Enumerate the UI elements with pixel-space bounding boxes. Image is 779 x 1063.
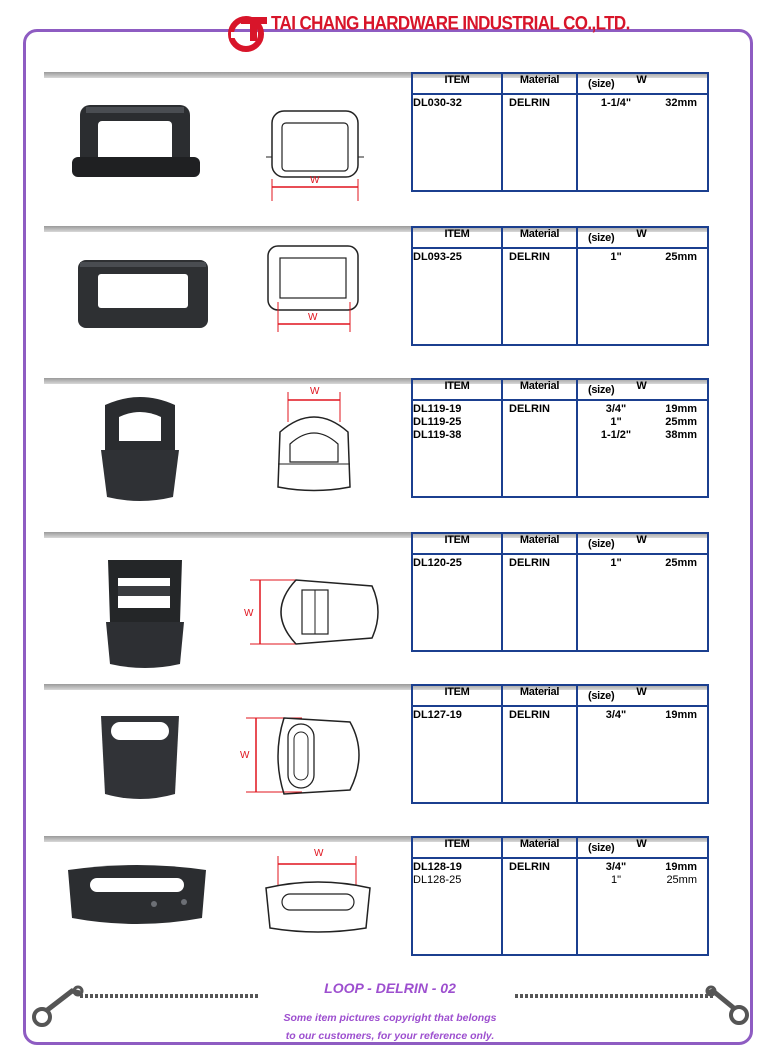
item-code: DL128-19 xyxy=(413,861,462,873)
size-inch: 3/4" xyxy=(605,709,627,721)
item-header: ITEM xyxy=(412,685,502,706)
size-inch: 1" xyxy=(610,416,622,428)
tai-chang-logo-icon xyxy=(228,12,268,52)
item-header: ITEM xyxy=(412,379,502,400)
material-value: DELRIN xyxy=(509,97,550,109)
item-code: DL119-25 xyxy=(413,416,462,428)
size-header: (size) xyxy=(588,232,615,244)
product-line-drawing xyxy=(258,105,378,220)
size-row xyxy=(578,874,707,887)
spec-table xyxy=(411,378,709,498)
size-row xyxy=(578,403,707,416)
size-row xyxy=(578,861,707,874)
item-code: DL127-19 xyxy=(413,709,462,721)
material-header: Material xyxy=(502,227,577,248)
w-header: W xyxy=(636,686,647,698)
spec-table xyxy=(411,684,709,804)
material-header: Material xyxy=(502,837,577,858)
chain-right-decoration xyxy=(515,987,715,995)
item-code: DL128-25 xyxy=(413,874,462,886)
size-inch: 3/4" xyxy=(605,403,627,415)
material-header: Material xyxy=(502,533,577,554)
item-code: DL093-25 xyxy=(413,251,462,263)
header xyxy=(0,0,779,55)
item-header: ITEM xyxy=(412,73,502,94)
product-photo xyxy=(68,255,218,340)
size-header: (size) xyxy=(588,78,615,90)
spec-table xyxy=(411,836,709,956)
snap-hook-right-icon xyxy=(705,985,755,1030)
material-value xyxy=(503,416,576,429)
width-mm: 25mm xyxy=(665,557,697,569)
w-header: W xyxy=(636,380,647,392)
product-photo xyxy=(95,706,185,811)
material-header: Material xyxy=(502,379,577,400)
width-mm: 25mm xyxy=(666,874,697,886)
size-inch: 1" xyxy=(610,557,622,569)
size-row xyxy=(578,251,707,264)
spec-table xyxy=(411,72,709,192)
product-line-drawing xyxy=(232,710,382,805)
item-code: DL119-38 xyxy=(413,429,462,441)
width-dimension-label: W xyxy=(308,312,318,323)
size-row xyxy=(578,429,707,442)
footer-title: LOOP - DELRIN - 02 xyxy=(324,980,456,996)
material-value xyxy=(503,874,576,887)
w-header: W xyxy=(636,838,647,850)
item-code: DL030-32 xyxy=(413,97,462,109)
spec-table xyxy=(411,226,709,346)
size-inch: 3/4" xyxy=(605,861,627,873)
width-mm: 38mm xyxy=(665,429,697,441)
width-dimension-label: W xyxy=(314,848,324,859)
width-mm: 19mm xyxy=(665,403,697,415)
size-inch: 1" xyxy=(610,874,622,886)
chain-left-decoration xyxy=(80,987,260,995)
snap-hook-left-icon xyxy=(28,985,88,1030)
spec-table xyxy=(411,532,709,652)
product-line-drawing xyxy=(258,842,378,942)
width-mm: 19mm xyxy=(665,709,697,721)
item-header: ITEM xyxy=(412,533,502,554)
size-header: (size) xyxy=(588,842,615,854)
width-dimension-label: W xyxy=(310,386,320,397)
size-inch: 1-1/2" xyxy=(600,429,632,441)
width-dimension-label: W xyxy=(240,750,250,761)
copyright-note-line-2: to our customers, for your reference only. xyxy=(285,1030,495,1042)
material-value: DELRIN xyxy=(509,403,550,415)
item-code: DL120-25 xyxy=(413,557,462,569)
width-mm: 25mm xyxy=(665,416,697,428)
width-dimension-label: W xyxy=(244,608,254,619)
width-dimension-label: W xyxy=(310,175,320,186)
company-name: TAI CHANG HARDWARE INDUSTRIAL CO.,LTD. xyxy=(271,12,630,34)
size-header: (size) xyxy=(588,538,615,550)
product-line-drawing xyxy=(262,240,372,355)
product-line-drawing xyxy=(236,572,386,657)
product-line-drawing xyxy=(270,382,360,502)
width-mm: 32mm xyxy=(665,97,697,109)
copyright-note-line-1: Some item pictures copyright that belongs xyxy=(283,1012,497,1024)
item-header: ITEM xyxy=(412,227,502,248)
size-inch: 1-1/4" xyxy=(600,97,632,109)
size-header: (size) xyxy=(588,690,615,702)
item-header: ITEM xyxy=(412,837,502,858)
material-value: DELRIN xyxy=(509,557,550,569)
w-header: W xyxy=(636,534,647,546)
product-photo xyxy=(62,95,212,200)
size-row xyxy=(578,557,707,570)
product-photo xyxy=(100,552,190,677)
size-row xyxy=(578,97,707,110)
material-header: Material xyxy=(502,73,577,94)
width-mm: 25mm xyxy=(665,251,697,263)
product-photo xyxy=(62,860,212,940)
size-row xyxy=(578,709,707,722)
size-inch: 1" xyxy=(610,251,622,263)
width-mm: 19mm xyxy=(665,861,697,873)
w-header: W xyxy=(636,228,647,240)
size-header: (size) xyxy=(588,384,615,396)
material-value: DELRIN xyxy=(509,861,550,873)
item-code: DL119-19 xyxy=(413,403,462,415)
material-value: DELRIN xyxy=(509,251,550,263)
material-value xyxy=(503,429,576,442)
material-value: DELRIN xyxy=(509,709,550,721)
material-header: Material xyxy=(502,685,577,706)
w-header: W xyxy=(636,74,647,86)
product-photo xyxy=(95,395,185,510)
size-row xyxy=(578,416,707,429)
